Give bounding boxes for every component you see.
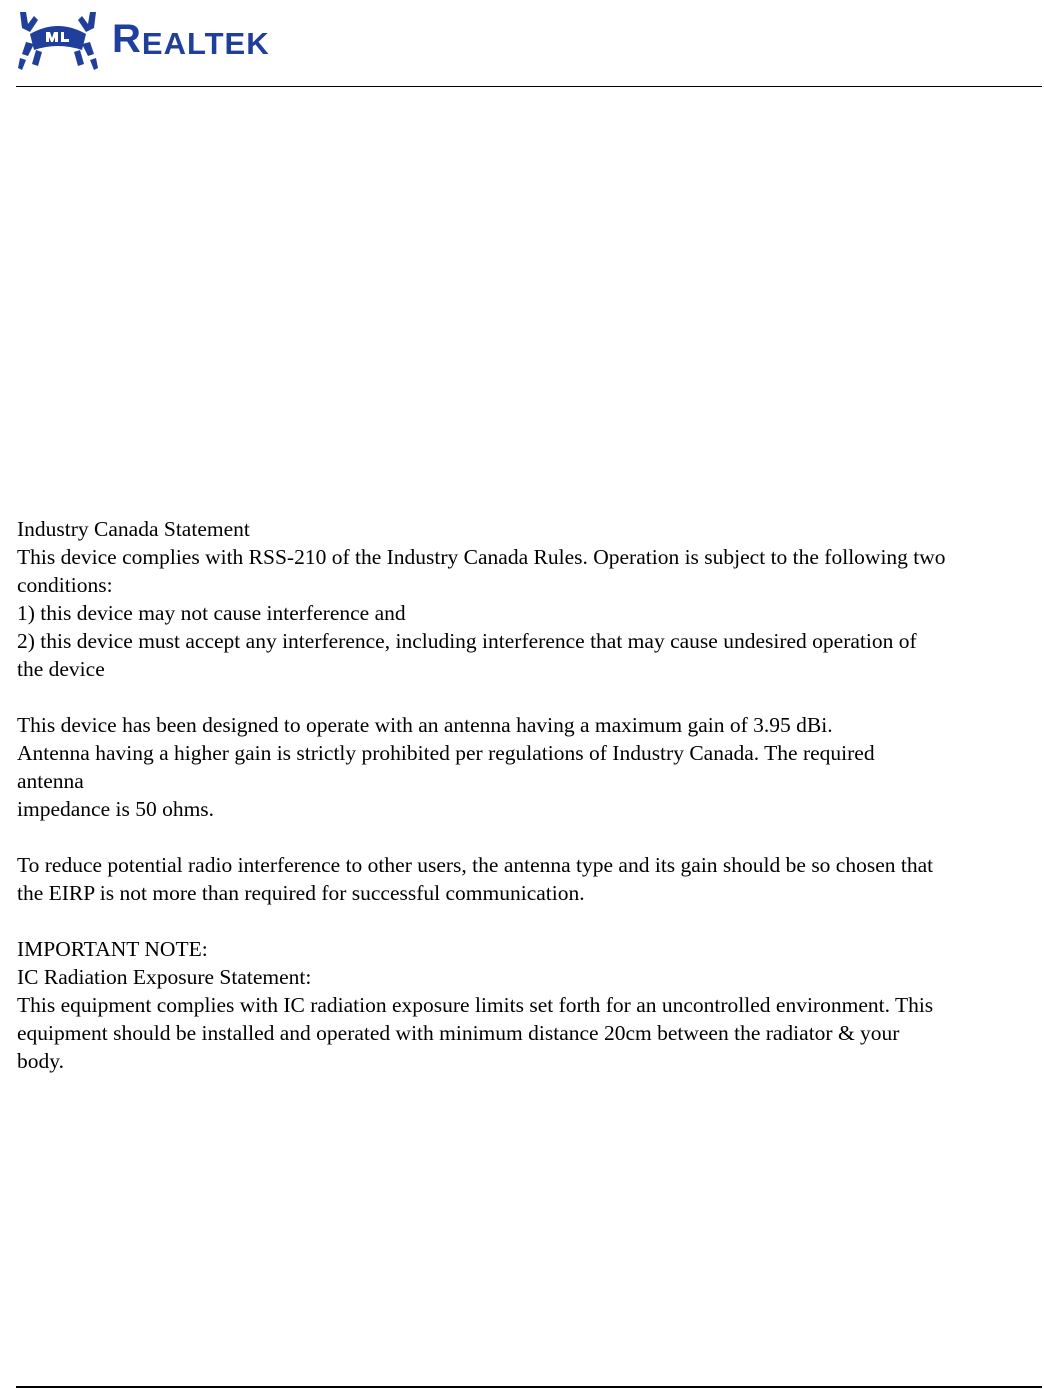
page-header [16, 4, 270, 74]
important-note-heading: IMPORTANT NOTE: [17, 937, 208, 961]
antenna-paragraph-line: Antenna having a higher gain is strictly prohibited per regulations of Industry Canada. The required [17, 741, 875, 765]
footer-divider [16, 1386, 1042, 1388]
radiation-paragraph-line: body. [17, 1049, 64, 1073]
paragraph-gap [17, 823, 1041, 851]
paragraph-gap [17, 683, 1041, 711]
condition-item: 2) this device must accept any interference, including interference that may cause undesired operation of [17, 629, 917, 653]
header-divider [16, 86, 1042, 87]
document-body [17, 515, 1041, 1075]
realtek-crab-logo-icon [16, 6, 100, 72]
brand-rest: EALTEK [141, 26, 270, 61]
section-title: Industry Canada Statement [17, 517, 250, 541]
statement-line: This device complies with RSS-210 of the Industry Canada Rules. Operation is subject to the following two [17, 545, 946, 569]
eirp-paragraph-line: To reduce potential radio interference to other users, the antenna type and its gain should be so chosen that [17, 853, 934, 877]
antenna-paragraph-line: impedance is 50 ohms. [17, 797, 215, 821]
antenna-paragraph-line: This device has been designed to operate with an antenna having a maximum gain of 3.95 dBi. [17, 713, 833, 737]
brand-wordmark [112, 19, 270, 59]
radiation-statement-title: IC Radiation Exposure Statement: [17, 965, 312, 989]
eirp-paragraph-line: the EIRP is not more than required for successful communication. [17, 881, 585, 905]
radiation-paragraph-line: equipment should be installed and operated with minimum distance 20cm between the radiator & your [17, 1021, 900, 1045]
radiation-paragraph-line: This equipment complies with IC radiation exposure limits set forth for an uncontrolled environment. This [17, 993, 934, 1017]
condition-item: 1) this device may not cause interference and [17, 601, 406, 625]
condition-item-continued: the device [17, 657, 105, 681]
antenna-paragraph-line: antenna [17, 769, 84, 793]
statement-line: conditions: [17, 573, 113, 597]
brand-initial: R [112, 17, 142, 61]
paragraph-gap [17, 907, 1041, 935]
